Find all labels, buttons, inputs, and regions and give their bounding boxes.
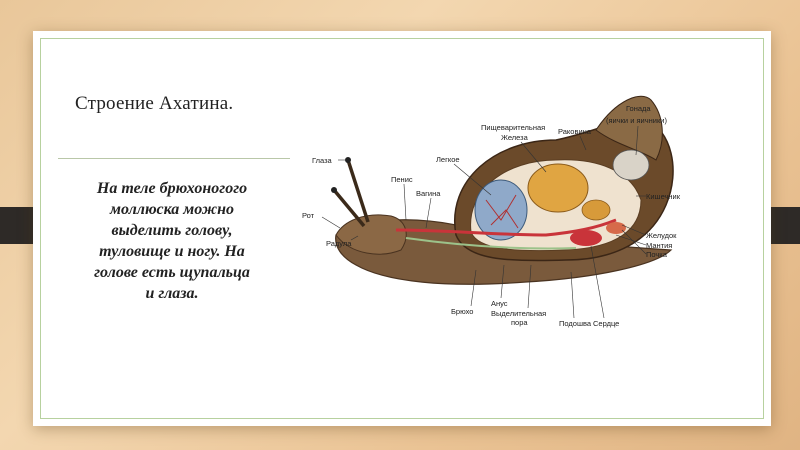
gonad bbox=[613, 150, 649, 180]
label-kidney: Почка bbox=[646, 250, 667, 259]
label-penis: Пенис bbox=[391, 175, 413, 184]
label-vagina: Вагина bbox=[416, 189, 441, 198]
snail-anatomy-figure bbox=[296, 60, 682, 328]
title-divider bbox=[58, 158, 290, 159]
label-intestine: Кишечник bbox=[646, 192, 681, 201]
slide-title: Строение Ахатина. bbox=[75, 93, 234, 114]
kidney bbox=[606, 222, 626, 234]
label-mantle: Мантия bbox=[646, 241, 673, 250]
label-eyes: Глаза bbox=[312, 156, 332, 165]
label-gonad-note: (яички и яичники) bbox=[606, 116, 667, 125]
label-gonad: Гонада bbox=[626, 104, 651, 113]
label-pore: пора bbox=[511, 318, 528, 327]
label-belly: Брюхо bbox=[451, 307, 474, 316]
snail-anatomy-svg bbox=[296, 60, 682, 328]
label-radula: Радула bbox=[326, 239, 352, 248]
lung bbox=[475, 180, 527, 240]
label-stomach: Желудок bbox=[646, 231, 677, 240]
eye-lower bbox=[331, 187, 337, 193]
label-gland: Железа bbox=[501, 133, 528, 142]
label-shell: Раковина bbox=[558, 127, 591, 136]
label-mouth: Рот bbox=[302, 211, 315, 220]
label-excretory: Выделительная bbox=[491, 309, 547, 318]
label-digestive: Пищеварительная bbox=[481, 123, 546, 132]
label-lung: Легкое bbox=[436, 155, 460, 164]
slide-body-text: На теле брюхоногого моллюска можно выделить голову, туловище и ногу. На голове есть щупальца и глаза. bbox=[94, 180, 250, 302]
digestive-gland bbox=[528, 164, 588, 212]
label-anus: Анус bbox=[491, 299, 508, 308]
label-heart: Сердце bbox=[593, 319, 620, 328]
heart bbox=[570, 230, 602, 246]
label-sole: Подошва bbox=[559, 319, 592, 328]
